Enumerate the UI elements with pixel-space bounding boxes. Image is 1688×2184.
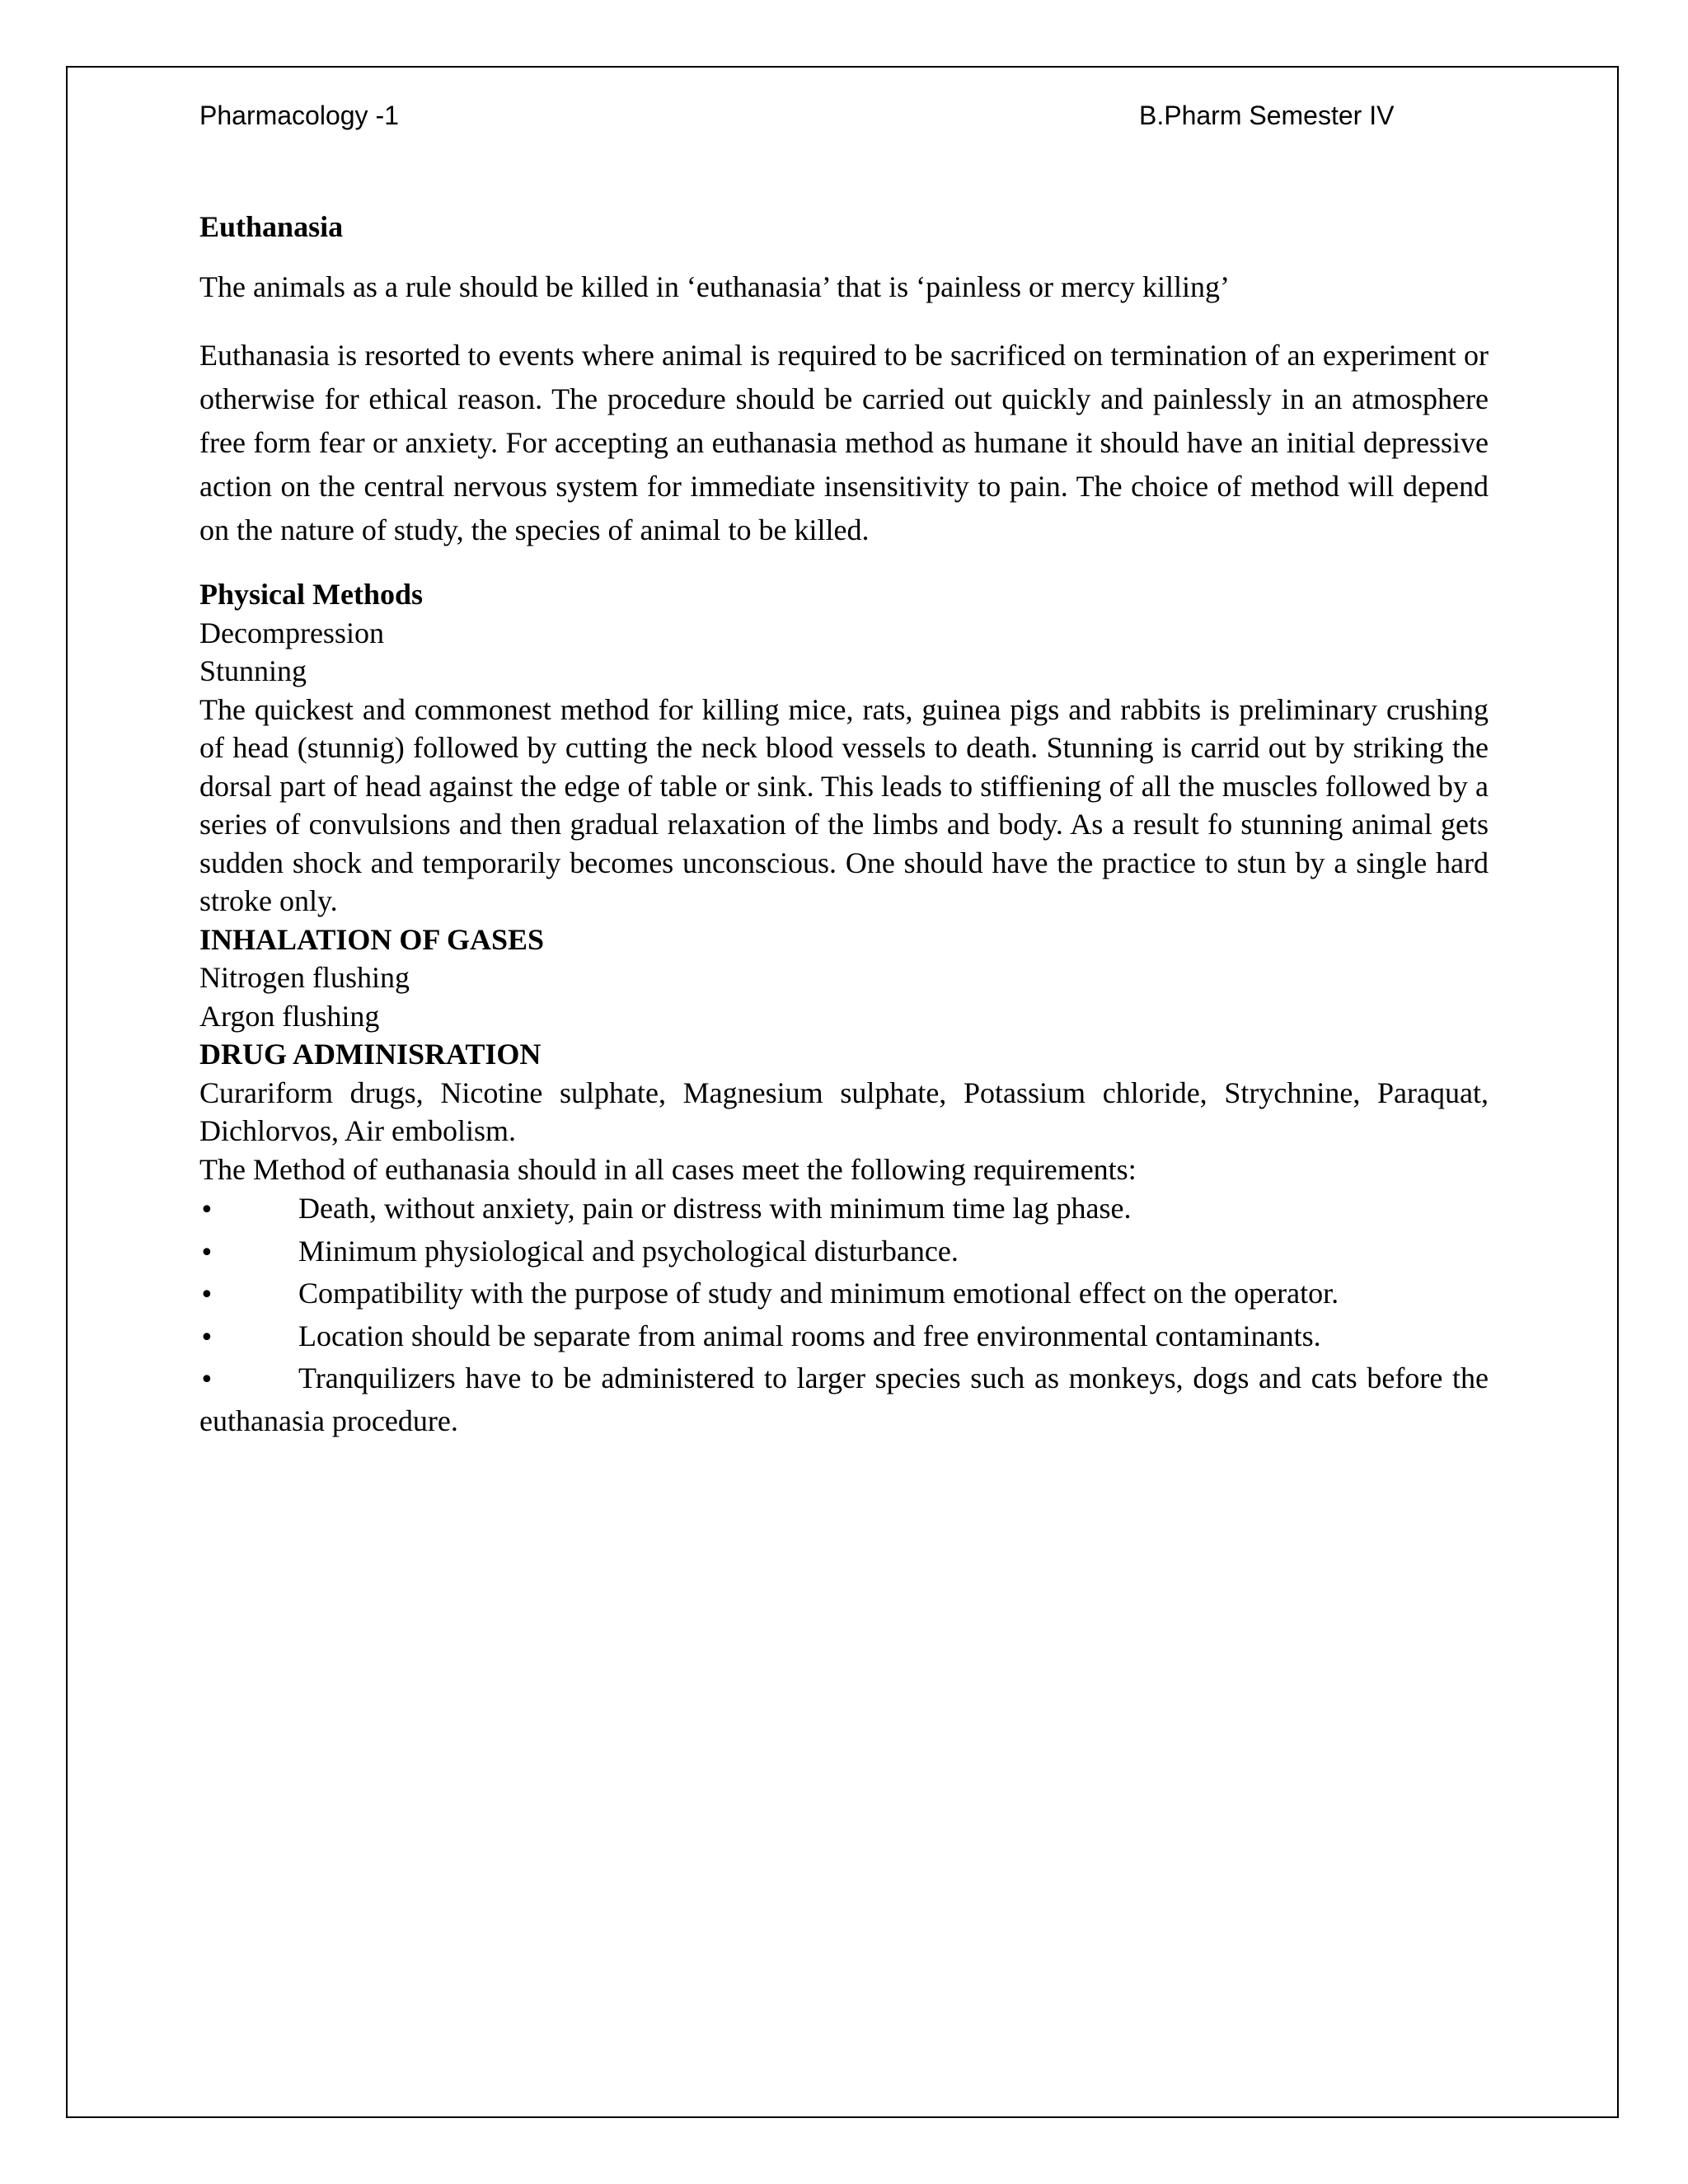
requirements-intro: The Method of euthanasia should in all cases meet the following requirements:: [199, 1152, 1137, 1186]
bullet-icon: •: [199, 1238, 214, 1268]
drug-list-paragraph: Curariform drugs, Nicotine sulphate, Magnesium sulphate, Potassium chloride, Strychnine, Paraquat, Dichlorvos, Air embolism.: [199, 1076, 1489, 1147]
list-item: [199, 1231, 1489, 1274]
list-item-text: Death, without anxiety, pain or distress with minimum time lag phase.: [298, 1192, 1132, 1225]
bullet-icon: •: [199, 1196, 214, 1225]
list-item-text: Compatibility with the purpose of study and minimum emotional effect on the operator.: [298, 1277, 1339, 1310]
list-item-text: Location should be separate from animal rooms and free environmental contaminants.: [298, 1319, 1321, 1352]
drug-administration-heading: DRUG ADMINISRATION: [199, 1038, 542, 1071]
inhalation-nitrogen: Nitrogen flushing: [199, 961, 410, 994]
euthanasia-paragraph: Euthanasia is resorted to events where animal is required to be sacrificed on termination of an experiment or otherwise for ethical reason. The procedure should be carried out quickly and painlessly in an atmosphere free form fear or anxiety. For accepting an euthanasia method as humane it should have an initial depressive action on the central nervous system for immediate insensitivity to pain. The choice of method will depend on the nature of study, the species of animal to be killed.: [199, 339, 1489, 546]
header-semester: B.Pharm Semester IV: [1139, 101, 1395, 130]
list-item: [199, 1358, 1489, 1441]
bullet-icon: •: [199, 1366, 214, 1394]
list-item: [199, 1316, 1489, 1359]
physical-method-stunning: Stunning: [199, 654, 307, 687]
requirements-list: [199, 1188, 1489, 1441]
inhalation-argon: Argon flushing: [199, 999, 380, 1033]
section-title: Euthanasia: [199, 210, 344, 243]
bullet-icon: •: [199, 1323, 214, 1352]
header-course-title: Pharmacology -1: [199, 101, 399, 130]
list-item: [199, 1188, 1489, 1231]
list-item-text: Tranquilizers have to be administered to larger species such as monkeys, dogs and cats before the euthanasia procedure.: [199, 1361, 1489, 1437]
list-item-text: Minimum physiological and psychological disturbance.: [298, 1234, 959, 1268]
inhalation-heading: INHALATION OF GASES: [199, 922, 545, 956]
list-item: [199, 1273, 1489, 1316]
physical-methods-heading: Physical Methods: [199, 578, 424, 611]
bullet-icon: •: [199, 1281, 214, 1310]
stunning-paragraph: The quickest and commonest method for killing mice, rats, guinea pigs and rabbits is preliminary crushing of head (stunnig) followed by cutting the neck blood vessels to death. Stunning is carrid out by striking the dorsal part of head against the edge of table or sink. This leads to stiffiening of all the muscles followed by a series of convulsions and then gradual relaxation of the limbs and body. As a result fo stunning animal gets sudden shock and temporarily becomes unconscious. One should have the practice to stun by a single hard stroke only.: [199, 692, 1489, 917]
intro-paragraph: The animals as a rule should be killed in ‘euthanasia’ that is ‘painless or mercy killing’: [199, 270, 1230, 303]
document-body: [199, 208, 1489, 1441]
physical-method-decompression: Decompression: [199, 616, 384, 649]
